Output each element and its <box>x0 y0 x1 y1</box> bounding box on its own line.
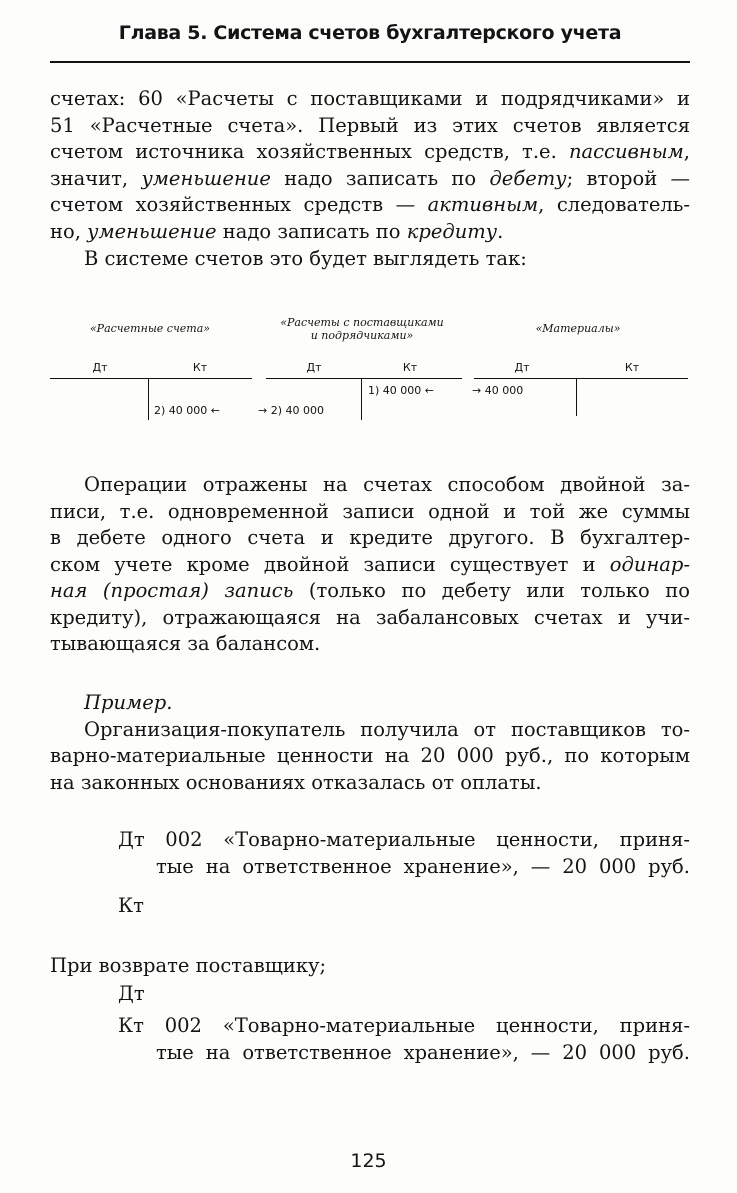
account-2-credit-label: Кт <box>402 361 418 374</box>
return-label: При возврате поставщику; <box>50 954 327 977</box>
account-1-vertical-line <box>148 378 149 420</box>
account-2-debit-label: Дт <box>306 361 322 374</box>
account-1-horizontal-line <box>50 378 252 379</box>
page-header: Глава 5. Система счетов бухгалтерского учета <box>118 22 622 44</box>
account-3-credit-label: Кт <box>624 361 640 374</box>
account-3-debit-label: Дт <box>514 361 530 374</box>
account-2-title: «Расчеты с поставщиками и подрядчиками» <box>280 316 444 342</box>
text-line: счетом хозяйственных средств — активным, следователь- <box>50 193 690 216</box>
page-number: 125 <box>350 1150 387 1172</box>
text-line: счетах: 60 «Расчеты с поставщиками и подрядчиками» и <box>50 87 690 110</box>
account-1-title: «Расчетные счета» <box>89 322 211 335</box>
account-3-vertical-line <box>576 378 577 416</box>
text-line: на законных основаниях отказалась от оплаты. <box>50 770 542 794</box>
account-1-debit-label: Дт <box>92 361 108 374</box>
text-line: Организация-покупатель получила от поставщиков то- <box>84 717 690 741</box>
account-3-title: «Материалы» <box>535 322 621 335</box>
accounting-entry-1 <box>118 826 690 919</box>
text-line: писи, т.е. одновременной записи одной и той же суммы <box>50 499 690 523</box>
text-line: варно-материальные ценности на 20 000 руб., по которым <box>50 744 690 767</box>
example-section <box>50 690 690 796</box>
entry-line: Дт 002 «Товарно-материальные ценности, приня- <box>118 828 690 851</box>
text-line: Операции отражены на счетах способом двойной за- <box>84 473 690 496</box>
paragraph-3 <box>50 472 690 658</box>
header-rule <box>50 61 690 63</box>
example-label: Пример. <box>84 691 173 714</box>
account-1-credit-label: Кт <box>192 361 208 374</box>
text-line: в дебете одного счета и кредите другого. В бухгалтер- <box>50 526 690 549</box>
account-2-horizontal-line <box>266 378 462 379</box>
account-3-horizontal-line <box>474 378 688 379</box>
account-2-debit-entry: → 2) 40 000 <box>258 404 324 417</box>
text-line: счетом источника хозяйственных средств, т.е. пассивным, <box>50 140 690 163</box>
text-line: значит, уменьшение надо записать по дебету; второй — <box>50 166 691 190</box>
text-line: ная (простая) запись (только по дебету или только по <box>50 579 690 602</box>
text-line: тывающаяся за балансом. <box>50 632 321 655</box>
text-line: но, уменьшение надо записать по кредиту. <box>50 219 504 243</box>
text-line: ском учете кроме двойной записи существует и одинар- <box>50 552 690 576</box>
account-2-credit-entry: 1) 40 000 ← <box>368 384 434 397</box>
paragraph-2: В системе счетов это будет выглядеть так: <box>84 247 527 270</box>
entry-line: тые на ответственное хранение», — 20 000 руб. <box>156 1041 690 1064</box>
accounting-entry-2 <box>118 980 690 1066</box>
account-2-vertical-line <box>361 378 362 420</box>
text-line: 51 «Расчетные счета». Первый из этих счетов является <box>50 113 690 137</box>
entry-line: Кт 002 «Товарно-материальные ценности, приня- <box>118 1014 690 1037</box>
account-1-credit-entry: 2) 40 000 ← <box>154 404 220 417</box>
paragraph-1 <box>50 86 690 245</box>
text-line: кредиту), отражающаяся на забалансовых счетах и учи- <box>50 605 690 629</box>
account-3-debit-entry: → 40 000 <box>472 384 524 397</box>
entry-line: тые на ответственное хранение», — 20 000 руб. <box>156 855 690 878</box>
entry-debit-label: Дт <box>118 982 145 1005</box>
entry-credit-label: Кт <box>118 894 144 917</box>
